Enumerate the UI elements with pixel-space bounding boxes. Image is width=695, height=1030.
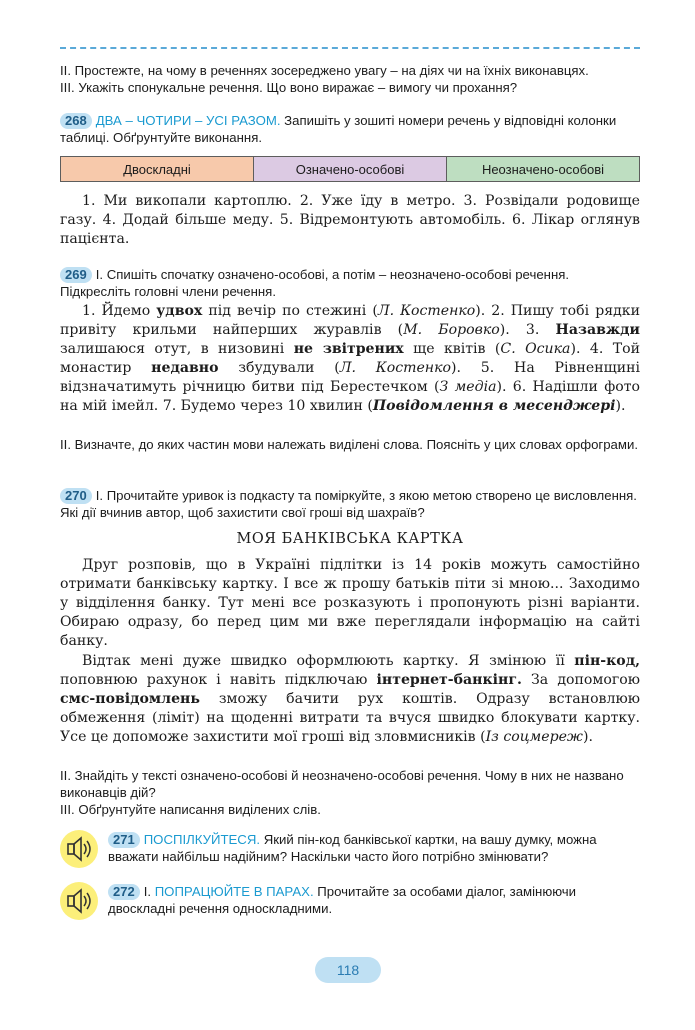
text-paragraph-1: Друг розповів, що в Україні підлітки із 14 років можуть самостійно отримати банківську картку. І все ж прошу батьків піти зі мною... Заходимо у відділення банку. Тут мені все розказують і пропонують різні варіанти. Обираю одразу, бо перед цим ми вже переглядали інформацію на сайті банку. xyxy=(60,557,640,649)
exercise-task: Прочитайте за особами діалог, замінюючи двоскладні речення односкладними. xyxy=(108,884,577,916)
exercise-268 xyxy=(60,112,640,146)
highlighted-word: пін-код, xyxy=(574,653,640,669)
highlighted-word: удвох xyxy=(156,303,203,319)
text-run: під вечір по стежині ( xyxy=(202,303,378,319)
exercise-269-task-2: II. Визначте, до яких частин мови належать виділені слова. Поясніть у цих словах орфограми. xyxy=(60,437,638,452)
top-divider xyxy=(60,47,640,49)
text-run: ). 6. Надішли фото на мій імейл. 7. Будемо через 10 хвилин ( xyxy=(60,379,640,414)
author: Л. Костенко xyxy=(377,303,476,319)
exercise-number: 268 xyxy=(60,113,92,129)
text-run: зможу бачити рух коштів. Одразу встановлюю обмеження (ліміт) на щоденні витрати та вчуся швидко блокувати картку. Усе це допоможе захистити мої гроші від зловмисників ( xyxy=(60,691,640,745)
exercise-271 xyxy=(108,831,640,865)
top-task-3: III. Укажіть спонукальне речення. Що воно виражає – вимогу чи прохання? xyxy=(60,80,518,95)
text-paragraph-2 xyxy=(60,652,640,747)
exercise-269 xyxy=(60,266,640,300)
top-task-2: II. Простежте, на чому в реченнях зосереджено увагу – на діях чи на їхніх виконавцях. xyxy=(60,63,589,78)
table-column-indefinite-personal: Неозначено-особові xyxy=(447,157,639,181)
table-column-definite-personal: Означено-особові xyxy=(254,157,447,181)
source: Повідомлення в месенджері xyxy=(372,398,616,414)
exercise-270-tasks xyxy=(60,767,640,818)
speaker-icon xyxy=(60,830,98,868)
exercise-270-task-2: II. Знайдіть у тексті означено-особові й неозначено-особові речення. Чому в них не названо виконавців дій? xyxy=(60,768,624,800)
exercise-272 xyxy=(108,883,640,917)
highlighted-word: не звітрених xyxy=(293,341,404,357)
highlighted-word: смс-повідомлень xyxy=(60,691,200,707)
text-run: залишаюся отут, в низовині xyxy=(60,341,294,357)
speaker-icon xyxy=(60,882,98,920)
text-run: збудували ( xyxy=(218,360,340,376)
source: З медіа xyxy=(439,379,497,395)
exercise-title: ПОСПІЛКУЙТЕСЯ. xyxy=(143,832,261,847)
top-tasks xyxy=(60,62,640,96)
exercise-task: Який пін-код банківської картки, на вашу думку, можна вважати найбільш надійним? Наскільки часто його потрібно змінювати? xyxy=(108,832,597,864)
text-run: ). 5. На Рівненщині відзначатимуть річницю битви під Берестечком ( xyxy=(60,360,640,395)
exercise-269-text xyxy=(60,302,640,416)
text-run: ). xyxy=(582,729,593,745)
exercise-number: 269 xyxy=(60,267,92,283)
page-number: 118 xyxy=(315,957,381,983)
exercise-270-task-3: III. Обґрунтуйте написання виділених слів. xyxy=(60,802,321,817)
exercise-number: 272 xyxy=(108,884,140,900)
highlighted-word: Назавжди xyxy=(555,322,640,338)
text-run: поповнюю рахунок і навіть підключаю xyxy=(60,672,377,688)
text-run: ще квітів ( xyxy=(403,341,501,357)
source: Із соцмереж xyxy=(485,729,583,745)
text-run: ). 2. Пишу тобі рядки привіту крильми найперших журавлів ( xyxy=(60,303,640,338)
exercise-prefix: I. xyxy=(143,884,152,899)
table-column-two-part: Двоскладні xyxy=(61,157,254,181)
author: С. Осика xyxy=(500,341,571,357)
classification-table xyxy=(60,156,640,182)
author: Л. Костенко xyxy=(339,360,451,376)
highlighted-word: недавно xyxy=(151,360,219,376)
exercise-title: ДВА – ЧОТИРИ – УСІ РАЗОМ. xyxy=(95,113,281,128)
exercise-268-text: 1. Ми викопали картоплю. 2. Уже їду в метро. 3. Розвідали родовище газу. 4. Додай більше меду. 5. Відремонтують автомобіль. 6. Лікар оглянув пацієнта. xyxy=(60,193,640,247)
exercise-task: I. Прочитайте уривок із подкасту та поміркуйте, з якою метою створено це висловлення. Які дії вчинив автор, щоб захистити свої гроші від шахраїв? xyxy=(60,488,637,520)
text-run: 1. Йдемо xyxy=(82,303,157,319)
text-run: Відтак мені дуже швидко оформлюють картку. Я змінюю її xyxy=(82,653,575,669)
exercise-number: 271 xyxy=(108,832,140,848)
text-run: ). xyxy=(615,398,626,414)
exercise-task: Запишіть у зошиті номери речень у відповідні колонки таблиці. Обґрунтуйте виконання. xyxy=(60,113,617,145)
exercise-270 xyxy=(60,487,640,521)
text-heading: МОЯ БАНКІВСЬКА КАРТКА xyxy=(236,531,464,547)
exercise-task: I. Спишіть спочатку означено-особові, а потім – неозначено-особові речення. Підкресліть головні члени речення. xyxy=(60,267,570,299)
author: М. Боровко xyxy=(403,322,500,338)
exercise-title: ПОПРАЦЮЙТЕ В ПАРАХ. xyxy=(154,884,314,899)
text-run: За допомогою xyxy=(521,672,640,688)
exercise-number: 270 xyxy=(60,488,92,504)
text-run: ). 3. xyxy=(499,322,556,338)
highlighted-word: інтернет-банкінг. xyxy=(376,672,522,688)
text-run: ). 4. Той монастир xyxy=(60,341,641,376)
